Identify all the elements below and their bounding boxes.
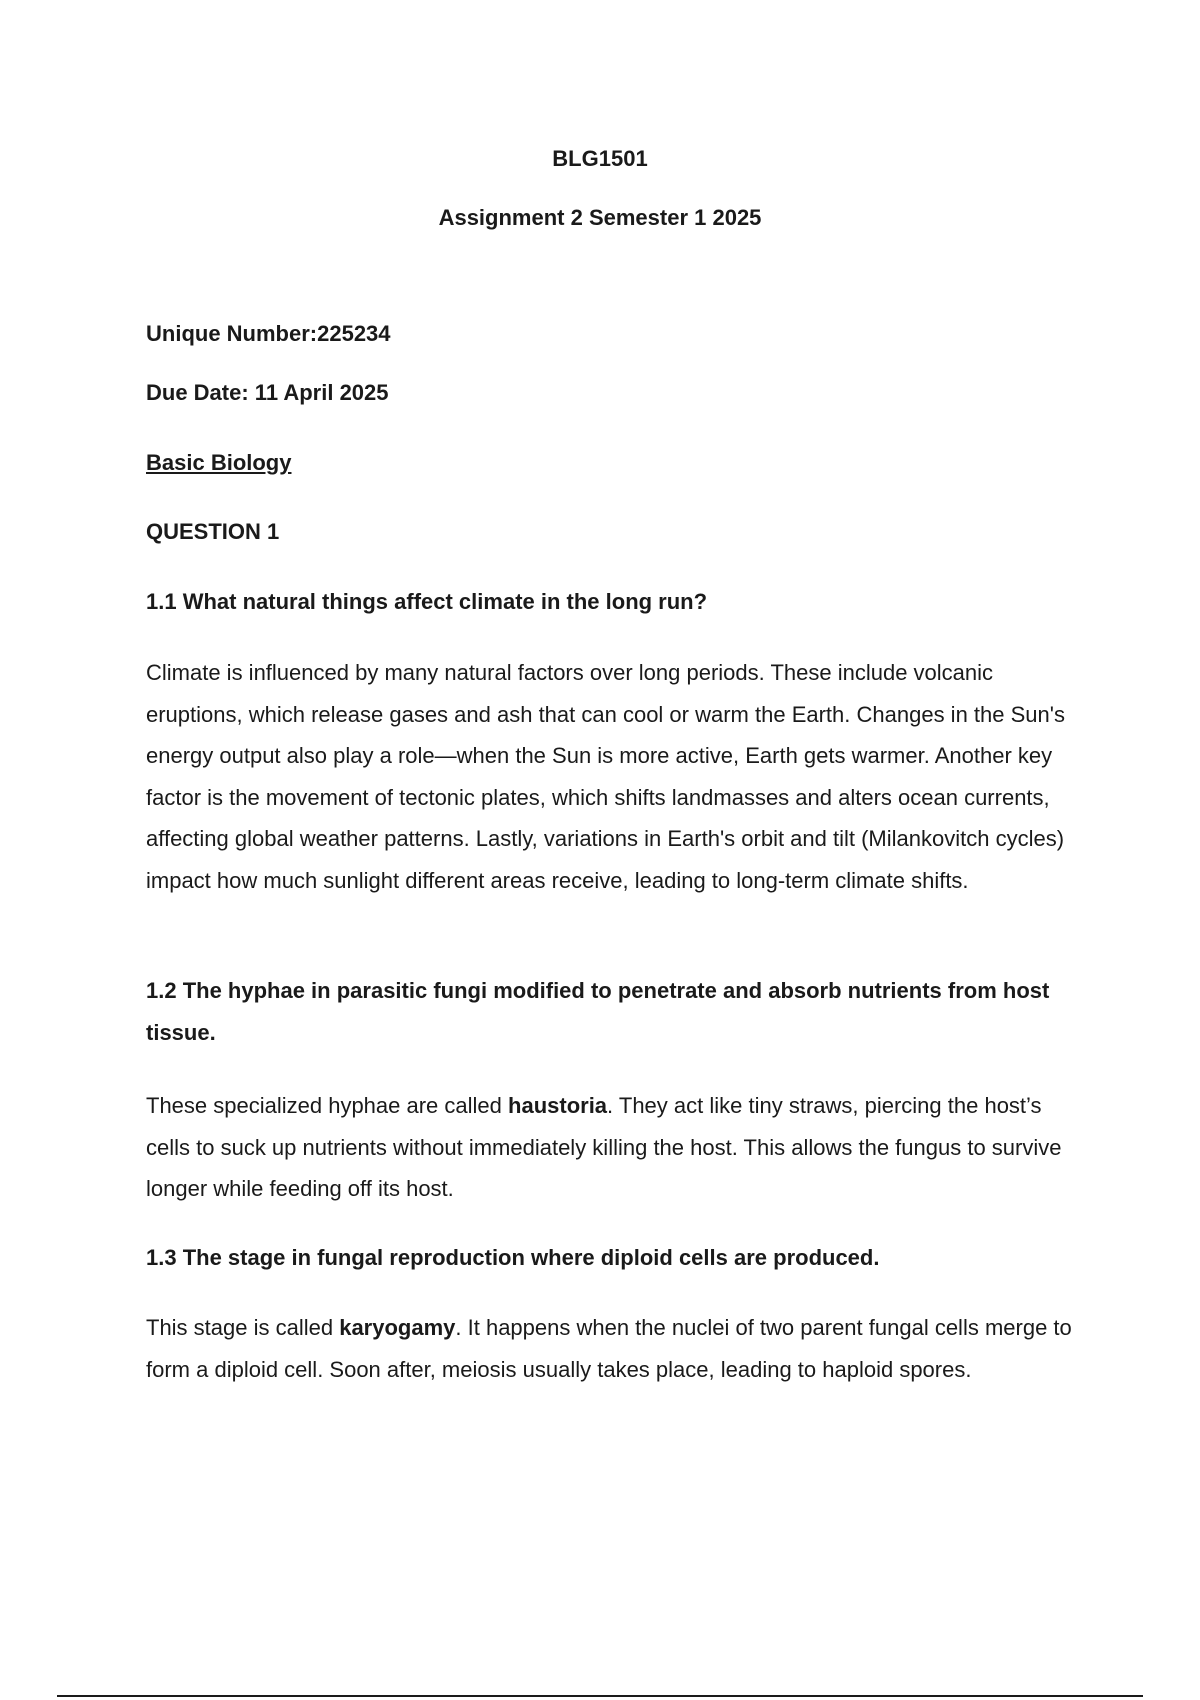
- question-1-2-heading: 1.2 The hyphae in parasitic fungi modified to penetrate and absorb nutrients from host tissue.: [146, 978, 1050, 1045]
- question-title: QUESTION 1: [146, 519, 280, 544]
- subject-title: Basic Biology: [146, 450, 292, 475]
- course-code: BLG1501: [552, 146, 648, 171]
- bottom-divider: [57, 1695, 1143, 1697]
- answer-text: These specialized hyphae are called: [146, 1093, 509, 1118]
- question-1-1-answer: Climate is influenced by many natural factors over long periods. These include volcanic eruptions, which release gases and ash that can cool or warm the Earth. Changes in the Sun's energy output also play a role—when the Sun is more active, Earth gets warmer. Another key factor is the movement of tectonic plates, which shifts landmasses and alters ocean currents, affecting global weather patterns. Lastly, variations in Earth's orbit and tilt (Milankovitch cycles) impact how much sunlight different areas receive, leading to long-term climate shifts.: [146, 660, 1065, 893]
- question-1-3-answer: [146, 1307, 1091, 1390]
- question-1-2-answer: [146, 1085, 1091, 1210]
- due-date: Due Date: 11 April 2025: [146, 380, 389, 405]
- question-1-3-heading: 1.3 The stage in fungal reproduction where diploid cells are produced.: [146, 1245, 880, 1270]
- question-1-1-heading: 1.1 What natural things affect climate in the long run?: [146, 589, 708, 614]
- answer-text: This stage is called: [146, 1315, 340, 1340]
- answer-text: . They act like tiny straws, piercing the host’s cells to suck up nutrients without immediately killing the host. This allows the fungus to survive longer while feeding off its host.: [146, 1093, 1062, 1201]
- assignment-title: Assignment 2 Semester 1 2025: [438, 205, 762, 230]
- answer-term: karyogamy: [339, 1315, 456, 1340]
- answer-text: . It happens when the nuclei of two parent fungal cells merge to form a diploid cell. Soon after, meiosis usually takes place, leading to haploid spores.: [146, 1315, 1072, 1382]
- unique-number: Unique Number:225234: [146, 321, 391, 346]
- answer-term: haustoria: [508, 1093, 608, 1118]
